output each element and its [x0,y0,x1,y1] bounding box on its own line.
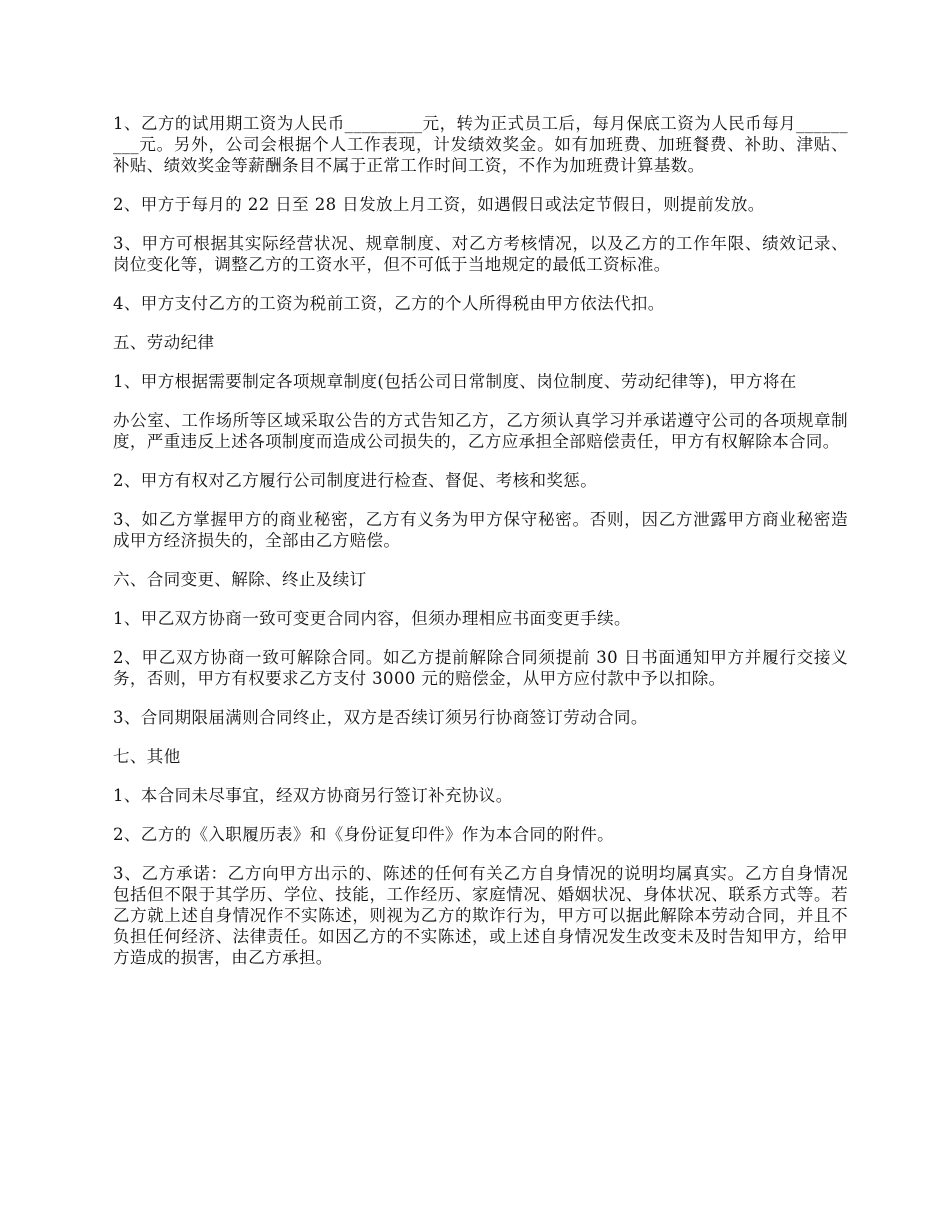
clause-supplement: 1、本合同未尽事宜，经双方协商另行签订补充协议。 [113,786,513,805]
section-heading-other: 七、其他 [113,747,181,766]
clause-commitment: 3、乙方承诺：乙方向甲方出示的、陈述的任何有关乙方自身情况的说明均属真实。乙方自身情况包括但不限于其学历、学位、技能，工作经历、家庭情况、婚姻状况、身体状况、联系方式等。若乙方就上述自身情况作不实陈述，则视为乙方的欺诈行为，甲方可以据此解除本劳动合同，并且不负担任何经济、法律责任。如因乙方的不实陈述，或上述自身情况发生改变未及时告知甲方，给甲方造成的损害，由乙方承担。 [113,864,848,967]
clause-termination: 2、甲乙双方协商一致可解除合同。如乙方提前解除合同须提前 30 日书面通知甲方并履行交接义务，否则，甲方有权要求乙方支付 3000 元的赔偿金，从甲方应付款中予以扣除。 [113,648,848,688]
clause-inspection: 2、甲方有权对乙方履行公司制度进行检查、督促、考核和奖惩。 [113,471,598,490]
clause-rules-continued: 办公室、工作场所等区域采取公告的方式告知乙方，乙方须认真学习并承诺遵守公司的各项规章制度，严重违反上述各项制度而造成公司损失的，乙方应承担全部赔偿责任，甲方有权解除本合同。 [113,411,848,451]
clause-salary-adjustment: 3、甲方可根据其实际经营状况、规章制度、对乙方考核情况，以及乙方的工作年限、绩效记录、岗位变化等，调整乙方的工资水平，但不可低于当地规定的最低工资标准。 [113,234,848,274]
section-heading-contract-change: 六、合同变更、解除、终止及续订 [113,570,367,589]
clause-payday: 2、甲方于每月的 22 日至 28 日发放上月工资，如遇假日或法定节假日，则提前发放。 [113,195,765,214]
clause-rules: 1、甲方根据需要制定各项规章制度(包括公司日常制度、岗位制度、劳动纪律等)，甲方将在 [113,372,797,391]
document-page [113,113,848,986]
clause-attachments: 2、乙方的《入职履历表》和《身份证复印件》作为本合同的附件。 [113,825,614,844]
clause-trade-secret: 3、如乙方掌握甲方的商业秘密，乙方有义务为甲方保守秘密。否则，因乙方泄露甲方商业秘密造成甲方经济损失的，全部由乙方赔偿。 [113,510,848,550]
clause-salary-probation: 1、乙方的试用期工资为人民币_________元，转为正式员工后，每月保底工资为人民币每月_________元。另外，公司会根据个人工作表现，计发绩效奖金。如有加班费、加班餐费、补助、津贴、补贴、绩效奖金等薪酬条目不属于正常工作时间工资，不作为加班费计算基数。 [113,114,848,175]
section-heading-labor-discipline: 五、劳动纪律 [113,333,215,352]
clause-tax: 4、甲方支付乙方的工资为税前工资，乙方的个人所得税由甲方依法代扣。 [113,294,665,313]
clause-change: 1、甲乙双方协商一致可变更合同内容，但须办理相应书面变更手续。 [113,609,631,628]
clause-expiry: 3、合同期限届满则合同终止，双方是否续订须另行协商签订劳动合同。 [113,708,648,727]
